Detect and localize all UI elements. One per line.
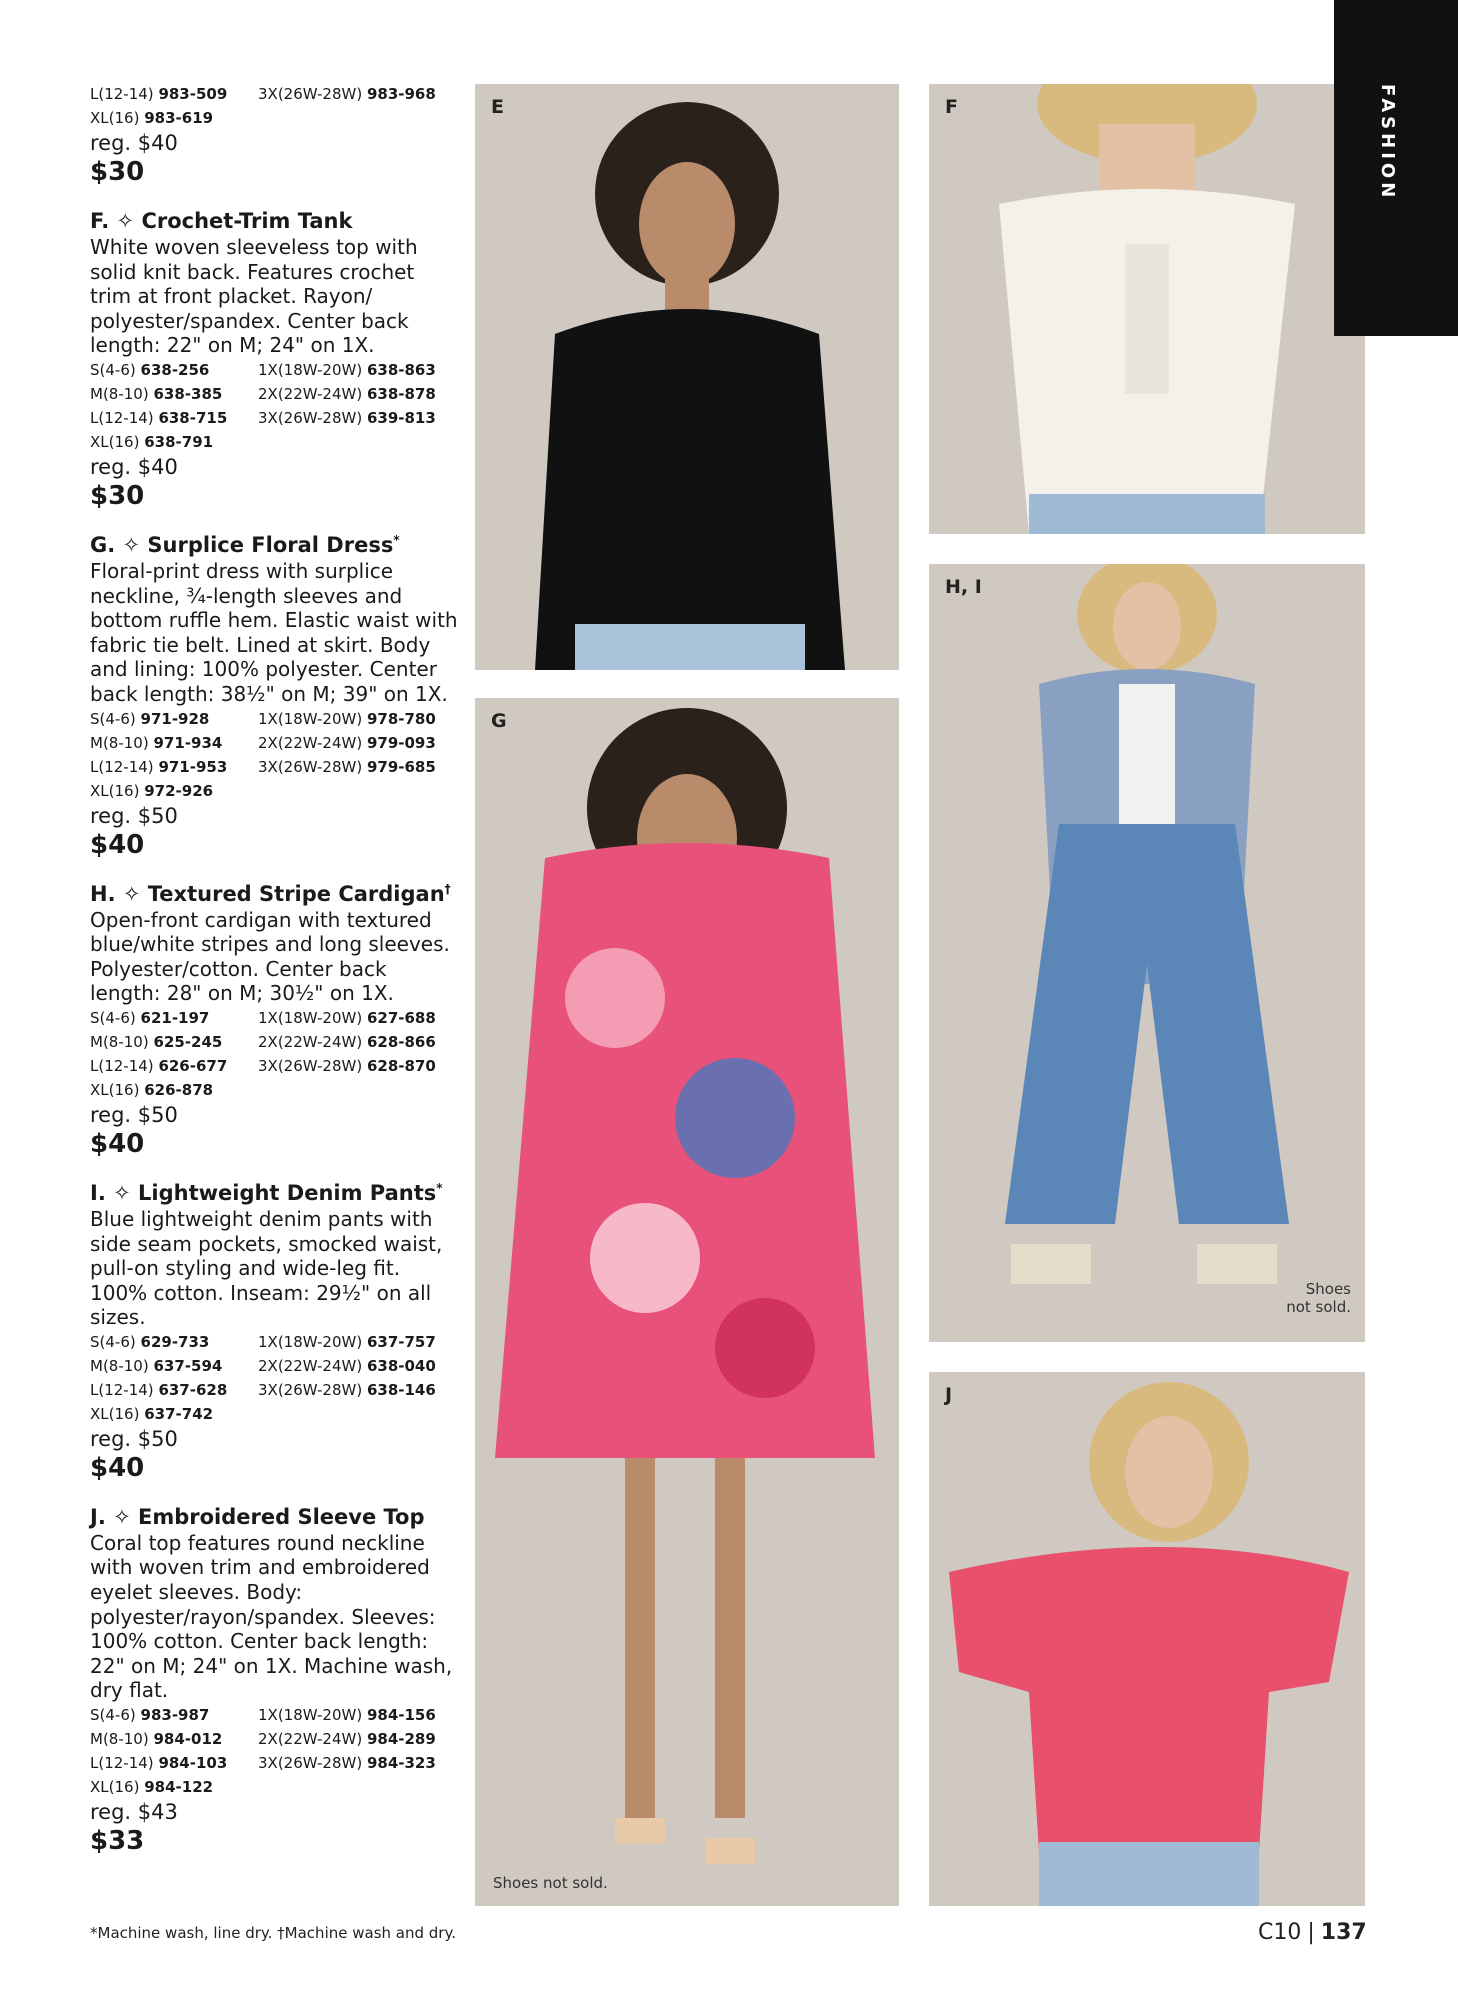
size-entry: L(12-14) 984-103 <box>90 1754 228 1773</box>
photo-f-crochet-tank <box>929 84 1365 534</box>
size-entry: L(12-14) 637-628 <box>90 1380 228 1399</box>
size-row <box>90 1054 460 1078</box>
size-entry: S(4-6) 621-197 <box>90 1008 210 1027</box>
size-entry: XL(16) 972-926 <box>90 781 214 800</box>
size-list <box>90 707 460 803</box>
photo-letter: H, I <box>945 576 982 598</box>
size-entry: XL(16) 626-878 <box>90 1080 214 1099</box>
photo-note: Shoes not sold. <box>493 1874 608 1892</box>
size-entry: 3X(26W-28W) 979-685 <box>258 757 436 776</box>
size-entry: XL(16) 638-791 <box>90 432 214 451</box>
size-list <box>90 1330 460 1426</box>
size-row <box>90 1006 460 1030</box>
size-row <box>90 358 460 382</box>
size-row <box>90 779 460 803</box>
size-list <box>90 358 460 454</box>
size-entry: 2X(22W-24W) 638-878 <box>258 384 436 403</box>
size-entry: XL(16) 983-619 <box>90 109 214 127</box>
product-title: G. ✧ Surplice Floral Dress* <box>90 532 400 557</box>
size-entry: M(8-10) 625-245 <box>90 1032 223 1051</box>
product-block-f <box>90 202 460 512</box>
size-entry: 3X(26W-28W) 638-146 <box>258 1380 436 1399</box>
sale-price: $40 <box>90 829 145 860</box>
size-entry: M(8-10) 637-594 <box>90 1356 223 1375</box>
section-tab-label: FASHION <box>1377 84 1398 202</box>
page-number <box>1258 1920 1367 1945</box>
size-entry: 2X(22W-24W) 628-866 <box>258 1032 436 1051</box>
top-item-block <box>90 82 460 188</box>
page-number-value: 137 <box>1320 1920 1367 1945</box>
care-footnote: *Machine wash, line dry. †Machine wash and dry. <box>90 1924 456 1942</box>
size-entry: 2X(22W-24W) 638-040 <box>258 1356 436 1375</box>
size-row <box>90 1751 460 1775</box>
regular-price: reg. $50 <box>90 1426 178 1451</box>
sale-price: $40 <box>90 1128 145 1159</box>
photo-hi-cardigan-pants <box>929 564 1365 1342</box>
size-entry: 1X(18W-20W) 638-863 <box>258 360 436 379</box>
product-text-column <box>90 82 460 1871</box>
size-entry: 3X(26W-28W) 639-813 <box>258 408 436 427</box>
size-entry: L(12-14) 626-677 <box>90 1056 228 1075</box>
size-entry: 2X(22W-24W) 979-093 <box>258 733 436 752</box>
size-row <box>90 1330 460 1354</box>
size-row <box>90 731 460 755</box>
model-illustration <box>929 564 1365 1342</box>
product-block-i <box>90 1174 460 1484</box>
product-description: Open-front cardigan with textured blue/white stripes and long sleeves. Polyester/cotton. Center back length: 28" on M; 30½" on 1X. <box>90 907 450 1006</box>
regular-price: reg. $50 <box>90 1102 178 1127</box>
product-description: Coral top features round neckline with woven trim and embroidered eyelet sleeves. Body: polyester/rayon/spandex. Sleeves: 100% cotton. Center back length: 22" on M; 24" on 1X. Machine wash, dry flat. <box>90 1530 453 1703</box>
size-entry: 1X(18W-20W) 978-780 <box>258 709 436 728</box>
size-entry: 3X(26W-28W) 628-870 <box>258 1056 436 1075</box>
size-row <box>90 1030 460 1054</box>
product-title: J. ✧ Embroidered Sleeve Top <box>90 1504 425 1529</box>
model-illustration <box>929 1372 1365 1906</box>
product-description: Blue lightweight denim pants with side seam pockets, smocked waist, pull-on styling and wide-leg fit. 100% cotton. Inseam: 29½" on all sizes. <box>90 1206 443 1330</box>
size-entry: 2X(22W-24W) 984-289 <box>258 1730 436 1749</box>
model-illustration <box>475 84 899 670</box>
size-entry: M(8-10) 638-385 <box>90 384 223 403</box>
product-title: H. ✧ Textured Stripe Cardigan† <box>90 881 451 906</box>
size-entry: XL(16) 984-122 <box>90 1778 214 1797</box>
size-entry: 1X(18W-20W) 984-156 <box>258 1706 436 1725</box>
photo-letter: E <box>491 96 504 118</box>
size-entry: 1X(18W-20W) 637-757 <box>258 1332 436 1351</box>
product-block-j <box>90 1498 460 1857</box>
sale-price: $30 <box>90 157 145 187</box>
sale-price: $33 <box>90 1826 145 1857</box>
product-title: I. ✧ Lightweight Denim Pants* <box>90 1180 443 1205</box>
size-row <box>90 382 460 406</box>
size-row <box>90 1078 460 1102</box>
regular-price: reg. $43 <box>90 1800 178 1825</box>
size-list <box>90 82 460 130</box>
regular-price: reg. $50 <box>90 803 178 828</box>
model-illustration <box>929 84 1365 534</box>
photo-j-coral-top <box>929 1372 1365 1906</box>
size-row <box>90 1703 460 1727</box>
photo-letter: G <box>491 710 507 732</box>
product-description: White woven sleeveless top with solid knit back. Features crochet trim at front placket. Rayon/ polyester/spandex. Center back length: 22" on M; 24" on 1X. <box>90 235 418 358</box>
photo-note: Shoes not sold. <box>1286 1280 1351 1316</box>
photo-e-black-top <box>475 84 899 670</box>
photo-letter: F <box>945 96 958 118</box>
sale-price: $40 <box>90 1452 145 1483</box>
photo-g-floral-dress <box>475 698 899 1906</box>
size-entry: 3X(26W-28W) 983-968 <box>258 85 436 103</box>
size-row <box>90 82 460 106</box>
size-entry: S(4-6) 971-928 <box>90 709 210 728</box>
page-separator: | <box>1307 1920 1315 1945</box>
size-row <box>90 430 460 454</box>
product-block-h <box>90 875 460 1160</box>
size-row <box>90 1402 460 1426</box>
model-illustration <box>475 698 899 1906</box>
size-list <box>90 1703 460 1799</box>
sale-price: $30 <box>90 480 145 511</box>
size-row <box>90 1354 460 1378</box>
regular-price: reg. $40 <box>90 131 178 155</box>
size-row <box>90 755 460 779</box>
size-row <box>90 406 460 430</box>
size-entry: 1X(18W-20W) 627-688 <box>258 1008 436 1027</box>
size-row <box>90 1775 460 1799</box>
size-row <box>90 106 460 130</box>
section-tab <box>1334 0 1458 336</box>
product-title: F. ✧ Crochet-Trim Tank <box>90 209 353 233</box>
size-entry: S(4-6) 629-733 <box>90 1332 210 1351</box>
size-row <box>90 1378 460 1402</box>
size-list <box>90 1006 460 1102</box>
size-entry: 3X(26W-28W) 984-323 <box>258 1754 436 1773</box>
photo-letter: J <box>945 1384 953 1406</box>
section-code: C10 <box>1258 1920 1302 1945</box>
size-row <box>90 1727 460 1751</box>
size-entry: M(8-10) 971-934 <box>90 733 223 752</box>
size-entry: L(12-14) 971-953 <box>90 757 228 776</box>
size-entry: S(4-6) 638-256 <box>90 360 210 379</box>
regular-price: reg. $40 <box>90 454 178 479</box>
product-description: Floral-print dress with surplice neckline, ¾-length sleeves and bottom ruffle hem. Elastic waist with fabric tie belt. Lined at skirt. Body and lining: 100% polyester. Center back length: 38½" on M; 39" on 1X. <box>90 558 458 706</box>
size-row <box>90 707 460 731</box>
size-entry: XL(16) 637-742 <box>90 1404 214 1423</box>
size-entry: S(4-6) 983-987 <box>90 1706 210 1725</box>
size-entry: M(8-10) 984-012 <box>90 1730 223 1749</box>
size-entry: L(12-14) 983-509 <box>90 85 228 103</box>
size-entry: L(12-14) 638-715 <box>90 408 228 427</box>
product-block-g <box>90 526 460 861</box>
